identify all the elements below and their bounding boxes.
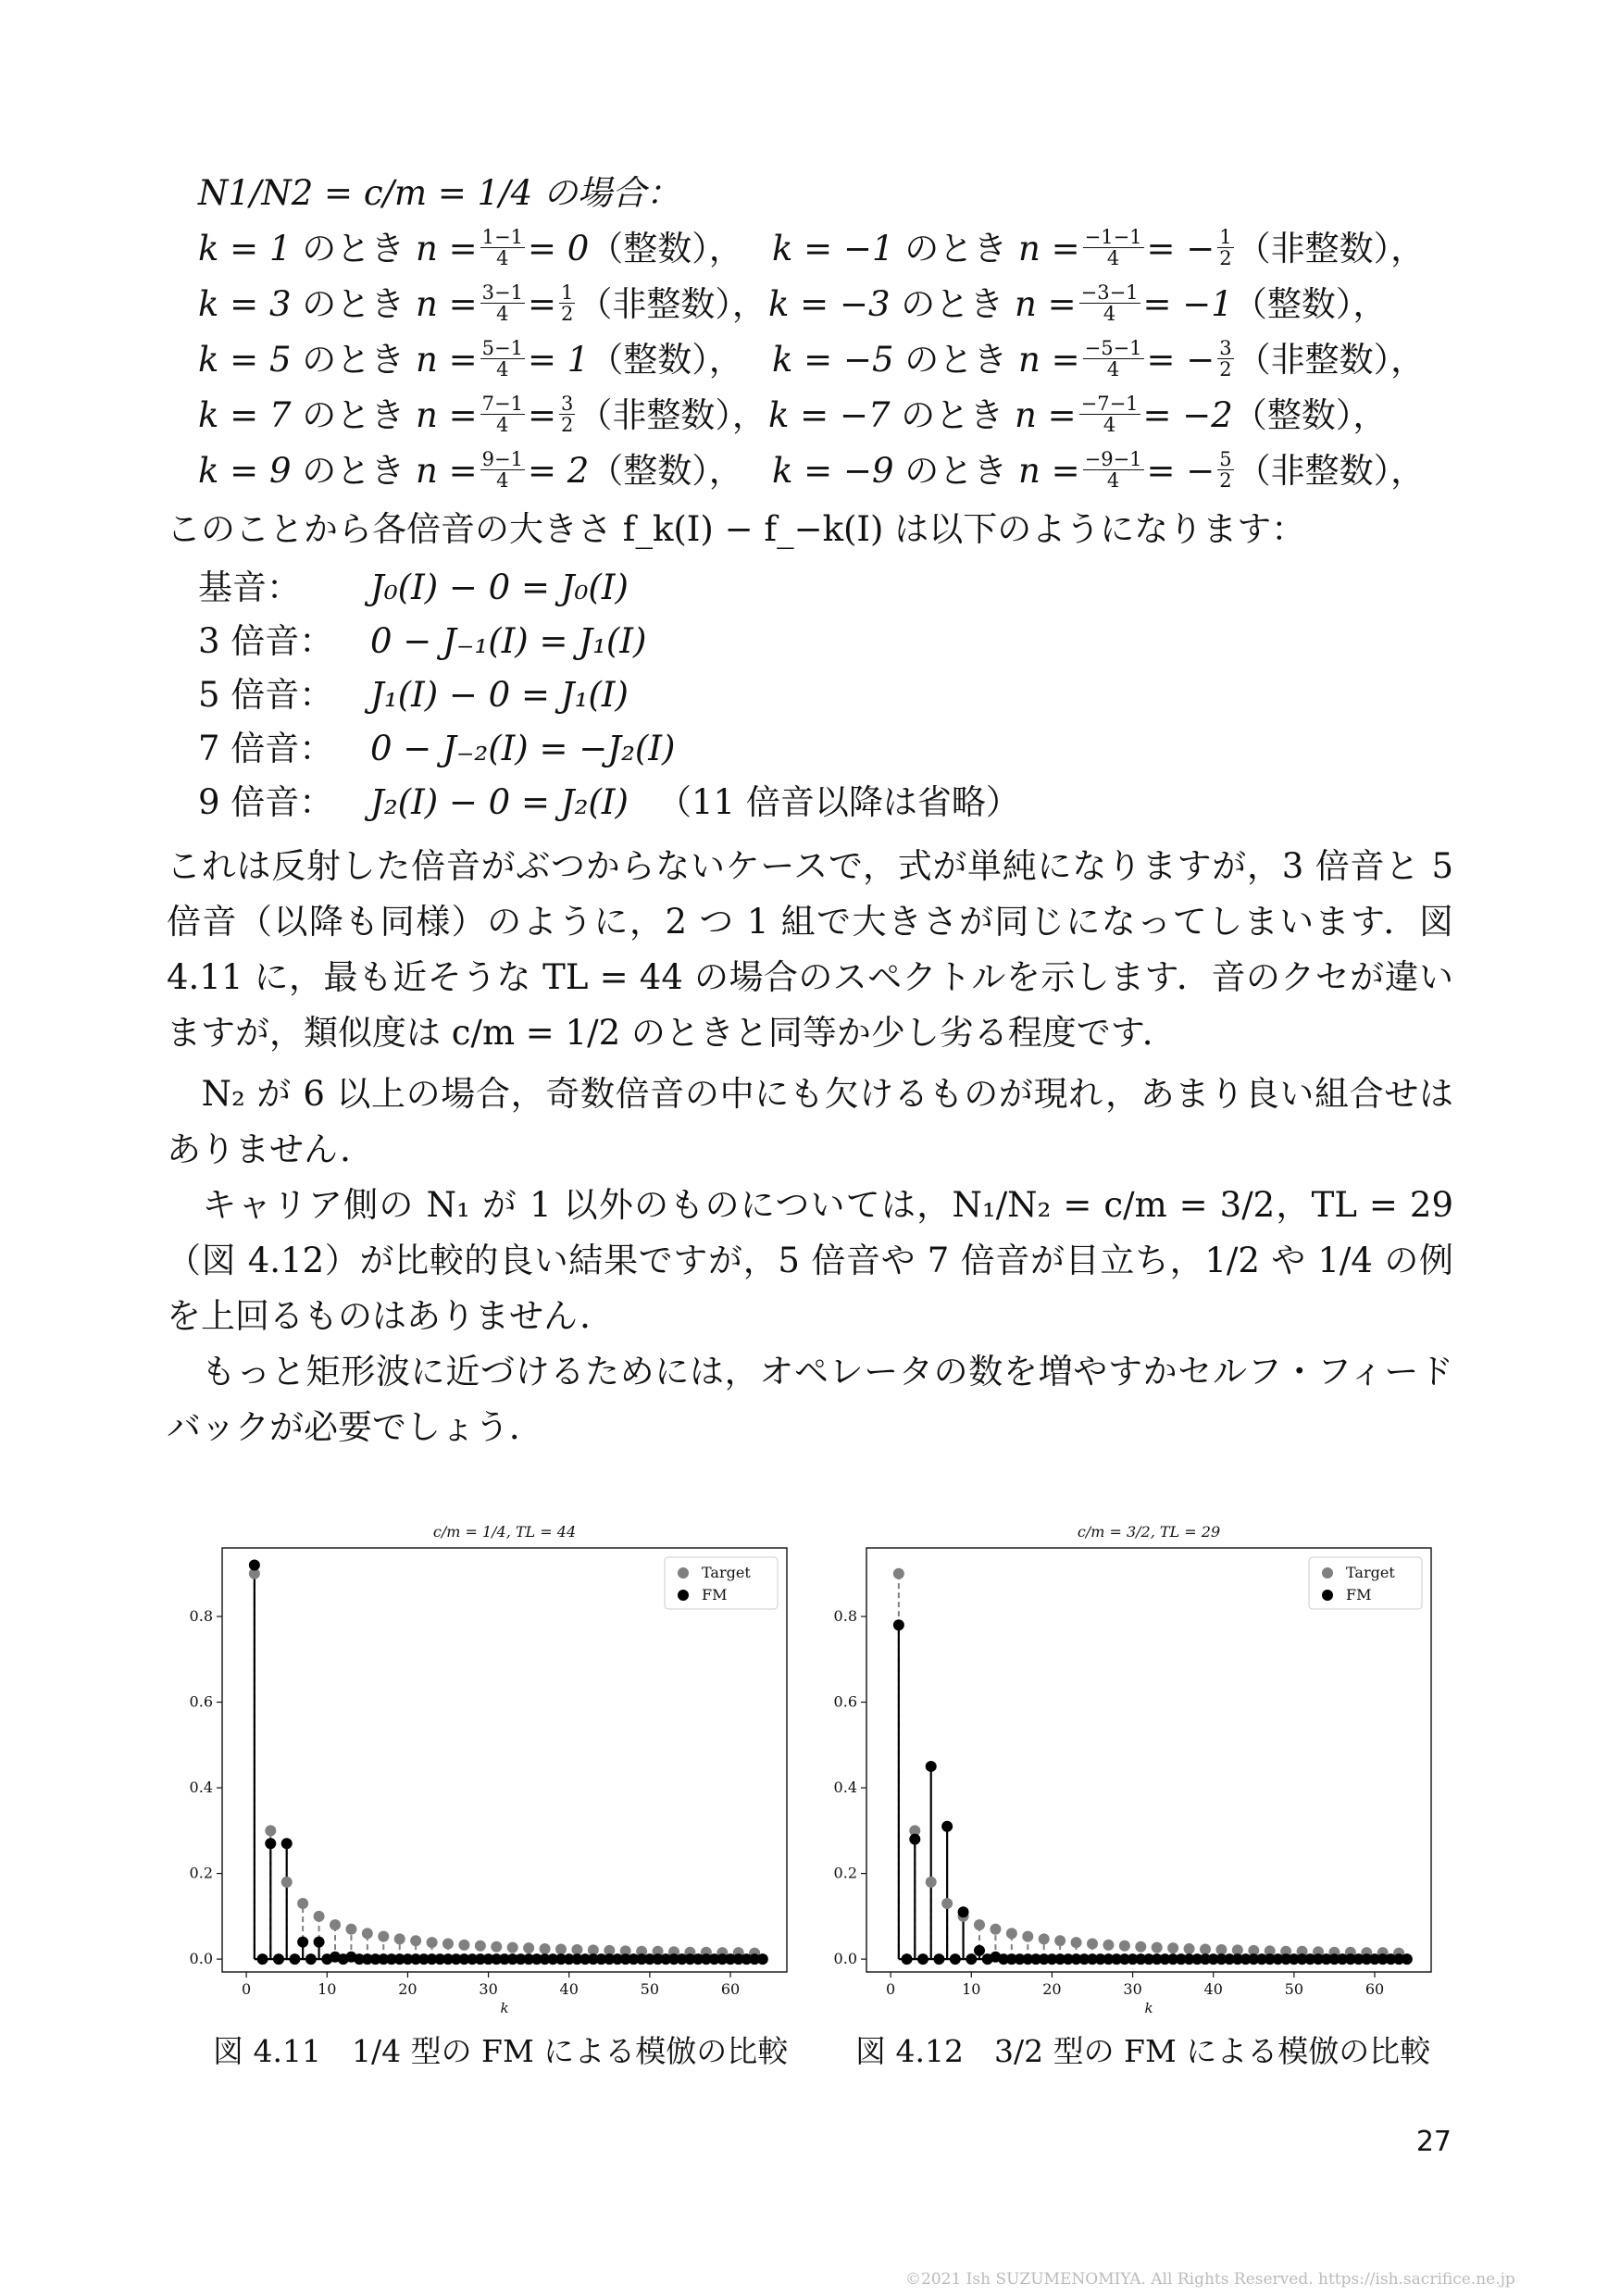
plot-frame xyxy=(866,1548,1431,1972)
case-right-frac-den: 4 xyxy=(1106,469,1120,492)
harmonic-label-1: 3 倍音： xyxy=(198,621,334,661)
case-left-frac xyxy=(480,338,525,380)
figure-4-11-caption: 図 4.11 1/4 型の FM による模倣の比較 xyxy=(213,2033,789,2069)
x-tick-label: 60 xyxy=(720,1980,741,1998)
target-point xyxy=(427,1937,438,1948)
case-right-tag: （非整数）， xyxy=(1236,451,1426,491)
case-right-res: = −1 xyxy=(1142,284,1233,324)
fm-point xyxy=(926,1761,937,1772)
case-right-k: k = −7 xyxy=(768,395,902,435)
target-point xyxy=(1039,1933,1050,1944)
fm-point xyxy=(909,1834,920,1845)
case-right-toki: のとき xyxy=(904,451,1019,491)
fm-point xyxy=(757,1953,768,1965)
y-tick-label: 0.6 xyxy=(189,1692,213,1711)
y-tick-label: 0.8 xyxy=(189,1607,213,1626)
paragraph-2-text: N₂ が 6 以上の場合，奇数倍音の中にも欠けるものが現れ，あまり良い組合せはありません． xyxy=(167,1074,1453,1169)
case-left-res: = 0 xyxy=(527,229,590,268)
case-right-frac-num: −7−1 xyxy=(1080,393,1139,415)
fm-point xyxy=(257,1953,268,1965)
case-left-res-frac-den: 2 xyxy=(560,303,574,325)
case-right-frac xyxy=(1083,449,1144,491)
case-left-toki: のとき xyxy=(302,395,417,435)
case-left-tag: （非整数）， xyxy=(578,395,766,435)
case-left-frac-num: 7−1 xyxy=(481,393,523,415)
target-point xyxy=(941,1898,953,1909)
harmonic-expr-3: 0 − J₋₂(I) = −J₂(I) xyxy=(370,729,676,768)
fm-point xyxy=(281,1838,293,1849)
case-left-toki: のとき xyxy=(302,451,417,491)
case-left-neq: n = xyxy=(416,340,478,380)
case-right-res: = − xyxy=(1146,229,1215,268)
target-point xyxy=(491,1941,502,1953)
target-point xyxy=(1022,1931,1033,1942)
legend-fm-label: FM xyxy=(1346,1586,1372,1603)
fm-point xyxy=(966,1953,977,1965)
legend-fm-label: FM xyxy=(702,1586,728,1603)
case-left-toki: のとき xyxy=(302,340,417,380)
case-left-res: = xyxy=(527,395,556,435)
case-right-frac xyxy=(1079,393,1140,435)
target-point xyxy=(442,1938,454,1949)
target-point xyxy=(523,1942,534,1953)
case-left-res-frac-num: 1 xyxy=(560,281,574,304)
target-point xyxy=(893,1568,904,1579)
fm-point xyxy=(289,1953,300,1965)
case-left-frac-den: 4 xyxy=(496,247,509,269)
case-right-frac-num: −3−1 xyxy=(1080,281,1139,304)
case-left-res: = 2 xyxy=(527,451,590,491)
case-left-frac-num: 9−1 xyxy=(481,448,523,470)
case-left-neq: n = xyxy=(416,229,478,268)
case-left-k: k = 3 xyxy=(198,284,303,324)
case-right-frac-num: −1−1 xyxy=(1084,226,1142,248)
target-point xyxy=(281,1877,293,1888)
case-left-4 xyxy=(198,448,743,494)
case-right-toki: のとき xyxy=(904,229,1019,268)
harmonic-expr-1: 0 − J₋₁(I) = J₁(I) xyxy=(370,621,647,661)
case-left-1 xyxy=(198,281,766,328)
case-left-res-frac xyxy=(559,282,575,324)
case-right-res-frac-num: 1 xyxy=(1219,226,1232,248)
intro-line xyxy=(167,506,1305,553)
fm-point xyxy=(305,1953,317,1965)
case-right-res-frac-den: 2 xyxy=(1219,469,1232,492)
x-tick-label: 10 xyxy=(318,1980,337,1998)
case-left-frac-den: 4 xyxy=(496,414,509,436)
x-tick-label: 30 xyxy=(479,1980,498,1998)
case-right-frac-den: 4 xyxy=(1106,358,1120,381)
target-point xyxy=(410,1935,421,1946)
paragraph-1-text: これは反射した倍音がぶつからないケースで，式が単純になりますが，3 倍音と 5 倍音（以降も同様）のように，2 つ 1 組で大きさが同じになってしまいます．図 4.11 に，最も近そうな TL = 44 の場合のスペクトルを示します．音のクセが違いますが，類似度は c/m = 1/2 のときと同等か少し劣る程度です． xyxy=(167,846,1453,1053)
case-left-res: = 1 xyxy=(527,340,590,380)
fm-point xyxy=(974,1945,985,1956)
case-left-res-frac-den: 2 xyxy=(560,414,574,436)
case-left-frac-num: 3−1 xyxy=(481,281,523,304)
case-right-tag: （整数）， xyxy=(1232,284,1388,324)
y-tick-label: 0.2 xyxy=(833,1864,857,1882)
target-point xyxy=(1200,1943,1211,1954)
case-left-2 xyxy=(198,337,743,383)
target-point xyxy=(394,1933,405,1944)
fm-point xyxy=(1402,1953,1413,1965)
case-right-tag: （非整数）， xyxy=(1236,340,1426,380)
case-right-neq: n = xyxy=(1018,340,1080,380)
target-point xyxy=(1054,1935,1065,1946)
x-tick-label: 40 xyxy=(1203,1980,1223,1998)
fm-point xyxy=(297,1937,308,1948)
case-left-neq: n = xyxy=(416,451,478,491)
paragraph-3 xyxy=(167,1178,1453,1344)
x-tick-label: 0 xyxy=(242,1980,252,1998)
case-right-res-frac-num: 3 xyxy=(1219,337,1232,359)
case-left-frac xyxy=(480,449,525,491)
y-tick-label: 0.6 xyxy=(833,1692,857,1711)
case-right-toki: のとき xyxy=(904,340,1019,380)
fm-point xyxy=(265,1838,276,1849)
case-right-frac xyxy=(1083,227,1144,268)
copyright-footer: ©2021 Ish SUZUMENOMIYA. All Rights Reserved. https://ish.sacrifice.ne.jp xyxy=(905,2270,1515,2289)
case-right-frac-num: −5−1 xyxy=(1084,337,1142,359)
case-left-k: k = 5 xyxy=(198,340,303,380)
fm-point xyxy=(941,1821,953,1832)
target-point xyxy=(314,1911,325,1922)
fm-point xyxy=(893,1619,904,1630)
target-point xyxy=(1119,1940,1130,1952)
target-point xyxy=(990,1924,1001,1935)
target-point xyxy=(475,1940,486,1952)
x-tick-label: 20 xyxy=(1042,1980,1062,1998)
case-right-res-frac-den: 2 xyxy=(1219,358,1232,381)
case-right-res-frac-num: 5 xyxy=(1219,448,1232,470)
page-number: 27 xyxy=(1415,2126,1452,2158)
target-point xyxy=(555,1943,567,1954)
chart-title: c/m = 1/4, TL = 44 xyxy=(432,1523,577,1541)
case-left-tag: （整数）， xyxy=(589,451,743,491)
target-point xyxy=(378,1931,389,1942)
fm-point xyxy=(314,1937,325,1948)
case-left-tag: （整数）， xyxy=(589,229,743,268)
case-right-neq: n = xyxy=(1018,229,1080,268)
y-tick-label: 0.0 xyxy=(833,1950,857,1968)
x-tick-label: 0 xyxy=(886,1980,896,1998)
paragraph-3-text: キャリア側の N₁ が 1 以外のものについては，N₁/N₂ = c/m = 3/2，TL = 29（図 4.12）が比較的良い結果ですが，5 倍音や 7 倍音が目立ち，1/2 や 1/4 の例を上回るものはありません． xyxy=(167,1185,1453,1336)
target-point xyxy=(540,1943,551,1954)
case-right-frac xyxy=(1079,282,1140,324)
paragraph-4-text: もっと矩形波に近づけるためには，オペレータの数を増やすかセルフ・フィードバックが必要でしょう． xyxy=(167,1352,1453,1447)
target-point xyxy=(1087,1938,1098,1949)
target-point xyxy=(1071,1937,1082,1948)
target-point xyxy=(345,1924,356,1935)
x-tick-label: 10 xyxy=(962,1980,981,1998)
y-tick-label: 0.4 xyxy=(833,1778,857,1797)
case-right-res-frac xyxy=(1217,338,1233,380)
case-left-frac-den: 4 xyxy=(496,303,509,325)
case-right-frac-den: 4 xyxy=(1106,247,1120,269)
case-left-frac-num: 1−1 xyxy=(481,226,523,248)
case-left-frac-num: 5−1 xyxy=(481,337,523,359)
legend-target-label: Target xyxy=(1346,1564,1395,1581)
case-right-neq: n = xyxy=(1015,284,1077,324)
case-left-k: k = 9 xyxy=(198,451,303,491)
paragraph-2 xyxy=(167,1067,1453,1178)
fm-point xyxy=(950,1953,961,1965)
case-right-frac-den: 4 xyxy=(1103,414,1116,436)
target-point xyxy=(1184,1943,1195,1954)
y-tick-label: 0.4 xyxy=(189,1778,213,1797)
case-left-res-frac-num: 3 xyxy=(560,393,574,415)
fm-point xyxy=(249,1560,260,1571)
case-left-res-frac xyxy=(559,393,575,435)
target-point xyxy=(265,1825,276,1836)
harmonic-expr-2: J₁(I) − 0 = J₁(I) xyxy=(370,675,629,715)
case-left-3 xyxy=(198,393,766,439)
legend-target-marker xyxy=(1322,1567,1333,1578)
case-right-neq: n = xyxy=(1018,451,1080,491)
case-right-k: k = −3 xyxy=(768,284,902,324)
x-axis-label: k xyxy=(500,2000,509,2016)
harmonic-label-0: 基音： xyxy=(198,568,301,607)
y-tick-label: 0.8 xyxy=(833,1607,857,1626)
fm-point xyxy=(273,1953,284,1965)
y-tick-label: 0.2 xyxy=(189,1864,213,1882)
case-right-frac xyxy=(1083,338,1144,380)
case-left-tag: （整数）， xyxy=(589,340,743,380)
legend-target-marker xyxy=(678,1567,689,1578)
harmonic-label-4: 9 倍音： xyxy=(198,782,334,822)
figure-4-12-chart xyxy=(811,1509,1440,2028)
x-tick-label: 50 xyxy=(640,1980,660,1998)
target-point xyxy=(1167,1942,1178,1953)
case-left-frac xyxy=(480,227,525,268)
fm-point xyxy=(917,1953,928,1965)
target-point xyxy=(1006,1928,1017,1939)
harmonic-label-2: 5 倍音： xyxy=(198,675,334,715)
fm-point xyxy=(902,1953,913,1965)
target-point xyxy=(1103,1940,1114,1951)
case-right-res-frac xyxy=(1217,449,1233,491)
target-point xyxy=(1152,1942,1163,1953)
case-right-tag: （非整数）， xyxy=(1236,229,1426,268)
case-left-tag: （非整数）， xyxy=(578,284,766,324)
case-right-res: = − xyxy=(1146,451,1215,491)
case-right-2 xyxy=(772,337,1425,383)
fm-point xyxy=(933,1953,944,1965)
target-point xyxy=(507,1942,518,1953)
target-point xyxy=(362,1928,373,1939)
case-right-1 xyxy=(768,281,1387,328)
case-left-res: = xyxy=(527,284,556,324)
case-right-k: k = −1 xyxy=(772,229,905,268)
case-right-neq: n = xyxy=(1015,395,1077,435)
x-axis-label: k xyxy=(1144,2000,1153,2016)
case-right-frac-num: −9−1 xyxy=(1084,448,1142,470)
case-left-toki: のとき xyxy=(302,229,417,268)
paragraph-4 xyxy=(167,1344,1453,1455)
harmonic-label-3: 7 倍音： xyxy=(198,729,334,768)
y-tick-label: 0.0 xyxy=(189,1950,213,1968)
case-right-3 xyxy=(768,393,1387,439)
x-tick-label: 40 xyxy=(559,1980,579,1998)
case-right-0 xyxy=(772,226,1425,272)
x-tick-label: 60 xyxy=(1365,1980,1385,1998)
target-point xyxy=(974,1919,985,1930)
figure-4-12-caption: 図 4.12 3/2 型の FM による模倣の比較 xyxy=(855,2033,1431,2069)
case-right-4 xyxy=(772,448,1425,494)
target-point xyxy=(297,1898,308,1909)
paragraph-1 xyxy=(167,839,1453,1061)
harmonic-note: （11 倍音以降は省略） xyxy=(657,782,1020,822)
x-tick-label: 30 xyxy=(1123,1980,1142,1998)
case-right-tag: （整数）， xyxy=(1232,395,1388,435)
case-right-frac-den: 4 xyxy=(1103,303,1116,325)
target-point xyxy=(1135,1941,1146,1953)
case-left-k: k = 7 xyxy=(198,395,303,435)
x-tick-label: 50 xyxy=(1284,1980,1304,1998)
legend-fm-marker xyxy=(678,1590,689,1601)
heading-text: N1/N2 = c/m = 1/4 の場合： xyxy=(198,173,680,213)
harmonic-expr-0: J₀(I) − 0 = J₀(I) xyxy=(370,568,629,607)
legend-target-label: Target xyxy=(702,1564,751,1581)
case-right-k: k = −5 xyxy=(772,340,905,380)
target-point xyxy=(926,1877,937,1888)
case-right-toki: のとき xyxy=(901,284,1016,324)
harmonic-expr-4: J₂(I) − 0 = J₂(I) xyxy=(370,782,629,822)
target-point xyxy=(458,1940,469,1951)
plot-frame xyxy=(222,1548,787,1972)
case-right-res-frac xyxy=(1217,227,1233,268)
case-right-toki: のとき xyxy=(901,395,1016,435)
case-left-0 xyxy=(198,226,743,272)
case-left-neq: n = xyxy=(416,284,478,324)
section-heading xyxy=(198,170,680,217)
case-left-frac-den: 4 xyxy=(496,469,509,492)
case-left-frac xyxy=(480,393,525,435)
legend-fm-marker xyxy=(1322,1590,1333,1601)
chart-title: c/m = 3/2, TL = 29 xyxy=(1077,1523,1221,1541)
fm-point xyxy=(958,1906,969,1917)
case-right-res: = −2 xyxy=(1142,395,1233,435)
case-right-k: k = −9 xyxy=(772,451,905,491)
case-left-frac-den: 4 xyxy=(496,358,509,381)
x-tick-label: 20 xyxy=(398,1980,417,1998)
case-left-toki: のとき xyxy=(302,284,417,324)
case-left-frac xyxy=(480,282,525,324)
case-left-k: k = 1 xyxy=(198,229,303,268)
target-point xyxy=(330,1919,341,1930)
case-right-res: = − xyxy=(1146,340,1215,380)
case-left-neq: n = xyxy=(416,395,478,435)
figure-4-11-chart xyxy=(167,1509,796,2028)
intro-text: このことから各倍音の大きさ f_k(I) − f_−k(I) は以下のようになります： xyxy=(167,509,1306,549)
case-right-res-frac-den: 2 xyxy=(1219,247,1232,269)
